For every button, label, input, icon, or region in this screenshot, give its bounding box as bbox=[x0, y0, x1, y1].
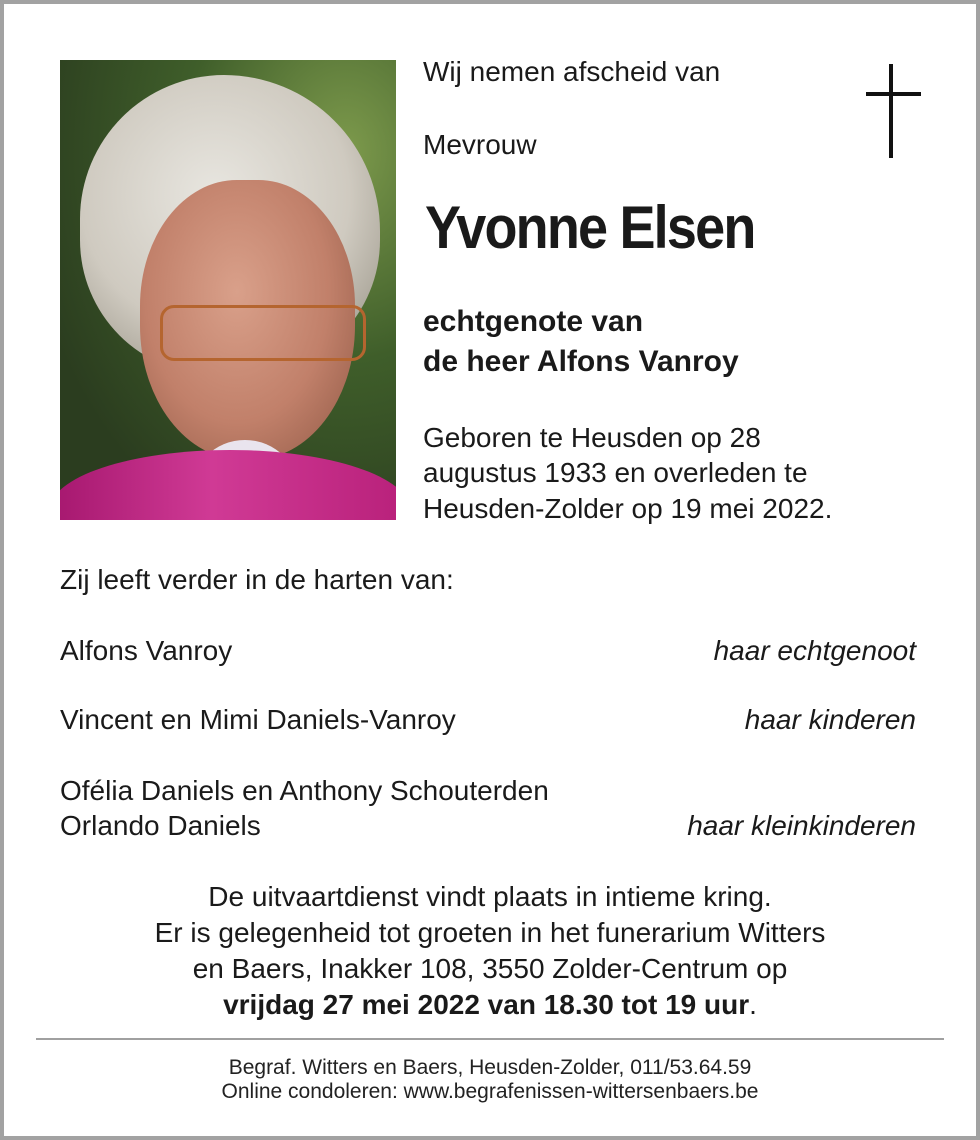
photo-scarf bbox=[60, 450, 396, 520]
birth-line-2: augustus 1933 en overleden te bbox=[423, 457, 808, 488]
service-line-2: Er is gelegenheid tot groeten in het funerarium Witters bbox=[154, 917, 826, 948]
service-line-1: De uitvaartdienst vindt plaats in intieme kring. bbox=[208, 881, 772, 912]
title-prefix: Mevrouw bbox=[423, 129, 537, 160]
service-line-3: en Baers, Inakker 108, 3550 Zolder-Centrum op bbox=[192, 953, 788, 984]
service-date-line bbox=[0, 987, 980, 1023]
divider bbox=[36, 1038, 944, 1040]
spouse-line-2: de heer Alfons Vanroy bbox=[423, 345, 739, 378]
birth-line-1: Geboren te Heusden op 28 bbox=[423, 422, 761, 453]
photo-glasses bbox=[160, 305, 366, 361]
spouse-line-1: echtgenote van bbox=[423, 305, 644, 338]
cross-vertical bbox=[889, 64, 893, 158]
birth-line-3: Heusden-Zolder op 19 mei 2022. bbox=[423, 493, 833, 524]
survivor-name: Orlando Daniels bbox=[60, 810, 261, 841]
survivor-name: Alfons Vanroy bbox=[60, 635, 233, 666]
portrait-photo bbox=[60, 60, 396, 520]
survivor-relation: haar echtgenoot bbox=[713, 635, 916, 666]
service-date-suffix: . bbox=[749, 989, 757, 1020]
survivor-relation: haar kleinkinderen bbox=[687, 810, 916, 841]
funeral-home-info: Begraf. Witters en Baers, Heusden-Zolder, 011/53.64.59 bbox=[228, 1056, 752, 1079]
photo-necklace bbox=[150, 515, 350, 520]
online-condolence-link[interactable]: Online condoleren: www.begrafenissen-wittersenbaers.be bbox=[221, 1080, 759, 1103]
deceased-name: Yvonne Elsen bbox=[425, 194, 755, 261]
survivor-relation: haar kinderen bbox=[744, 704, 916, 735]
survivor-name: Ofélia Daniels en Anthony Schouterden bbox=[60, 775, 549, 806]
survivor-name: Vincent en Mimi Daniels-Vanroy bbox=[60, 704, 456, 735]
cross-horizontal bbox=[866, 92, 921, 96]
survivors-intro: Zij leeft verder in de harten van: bbox=[60, 564, 454, 595]
service-date: vrijdag 27 mei 2022 van 18.30 tot 19 uur bbox=[223, 989, 750, 1020]
intro-text: Wij nemen afscheid van bbox=[423, 56, 721, 87]
